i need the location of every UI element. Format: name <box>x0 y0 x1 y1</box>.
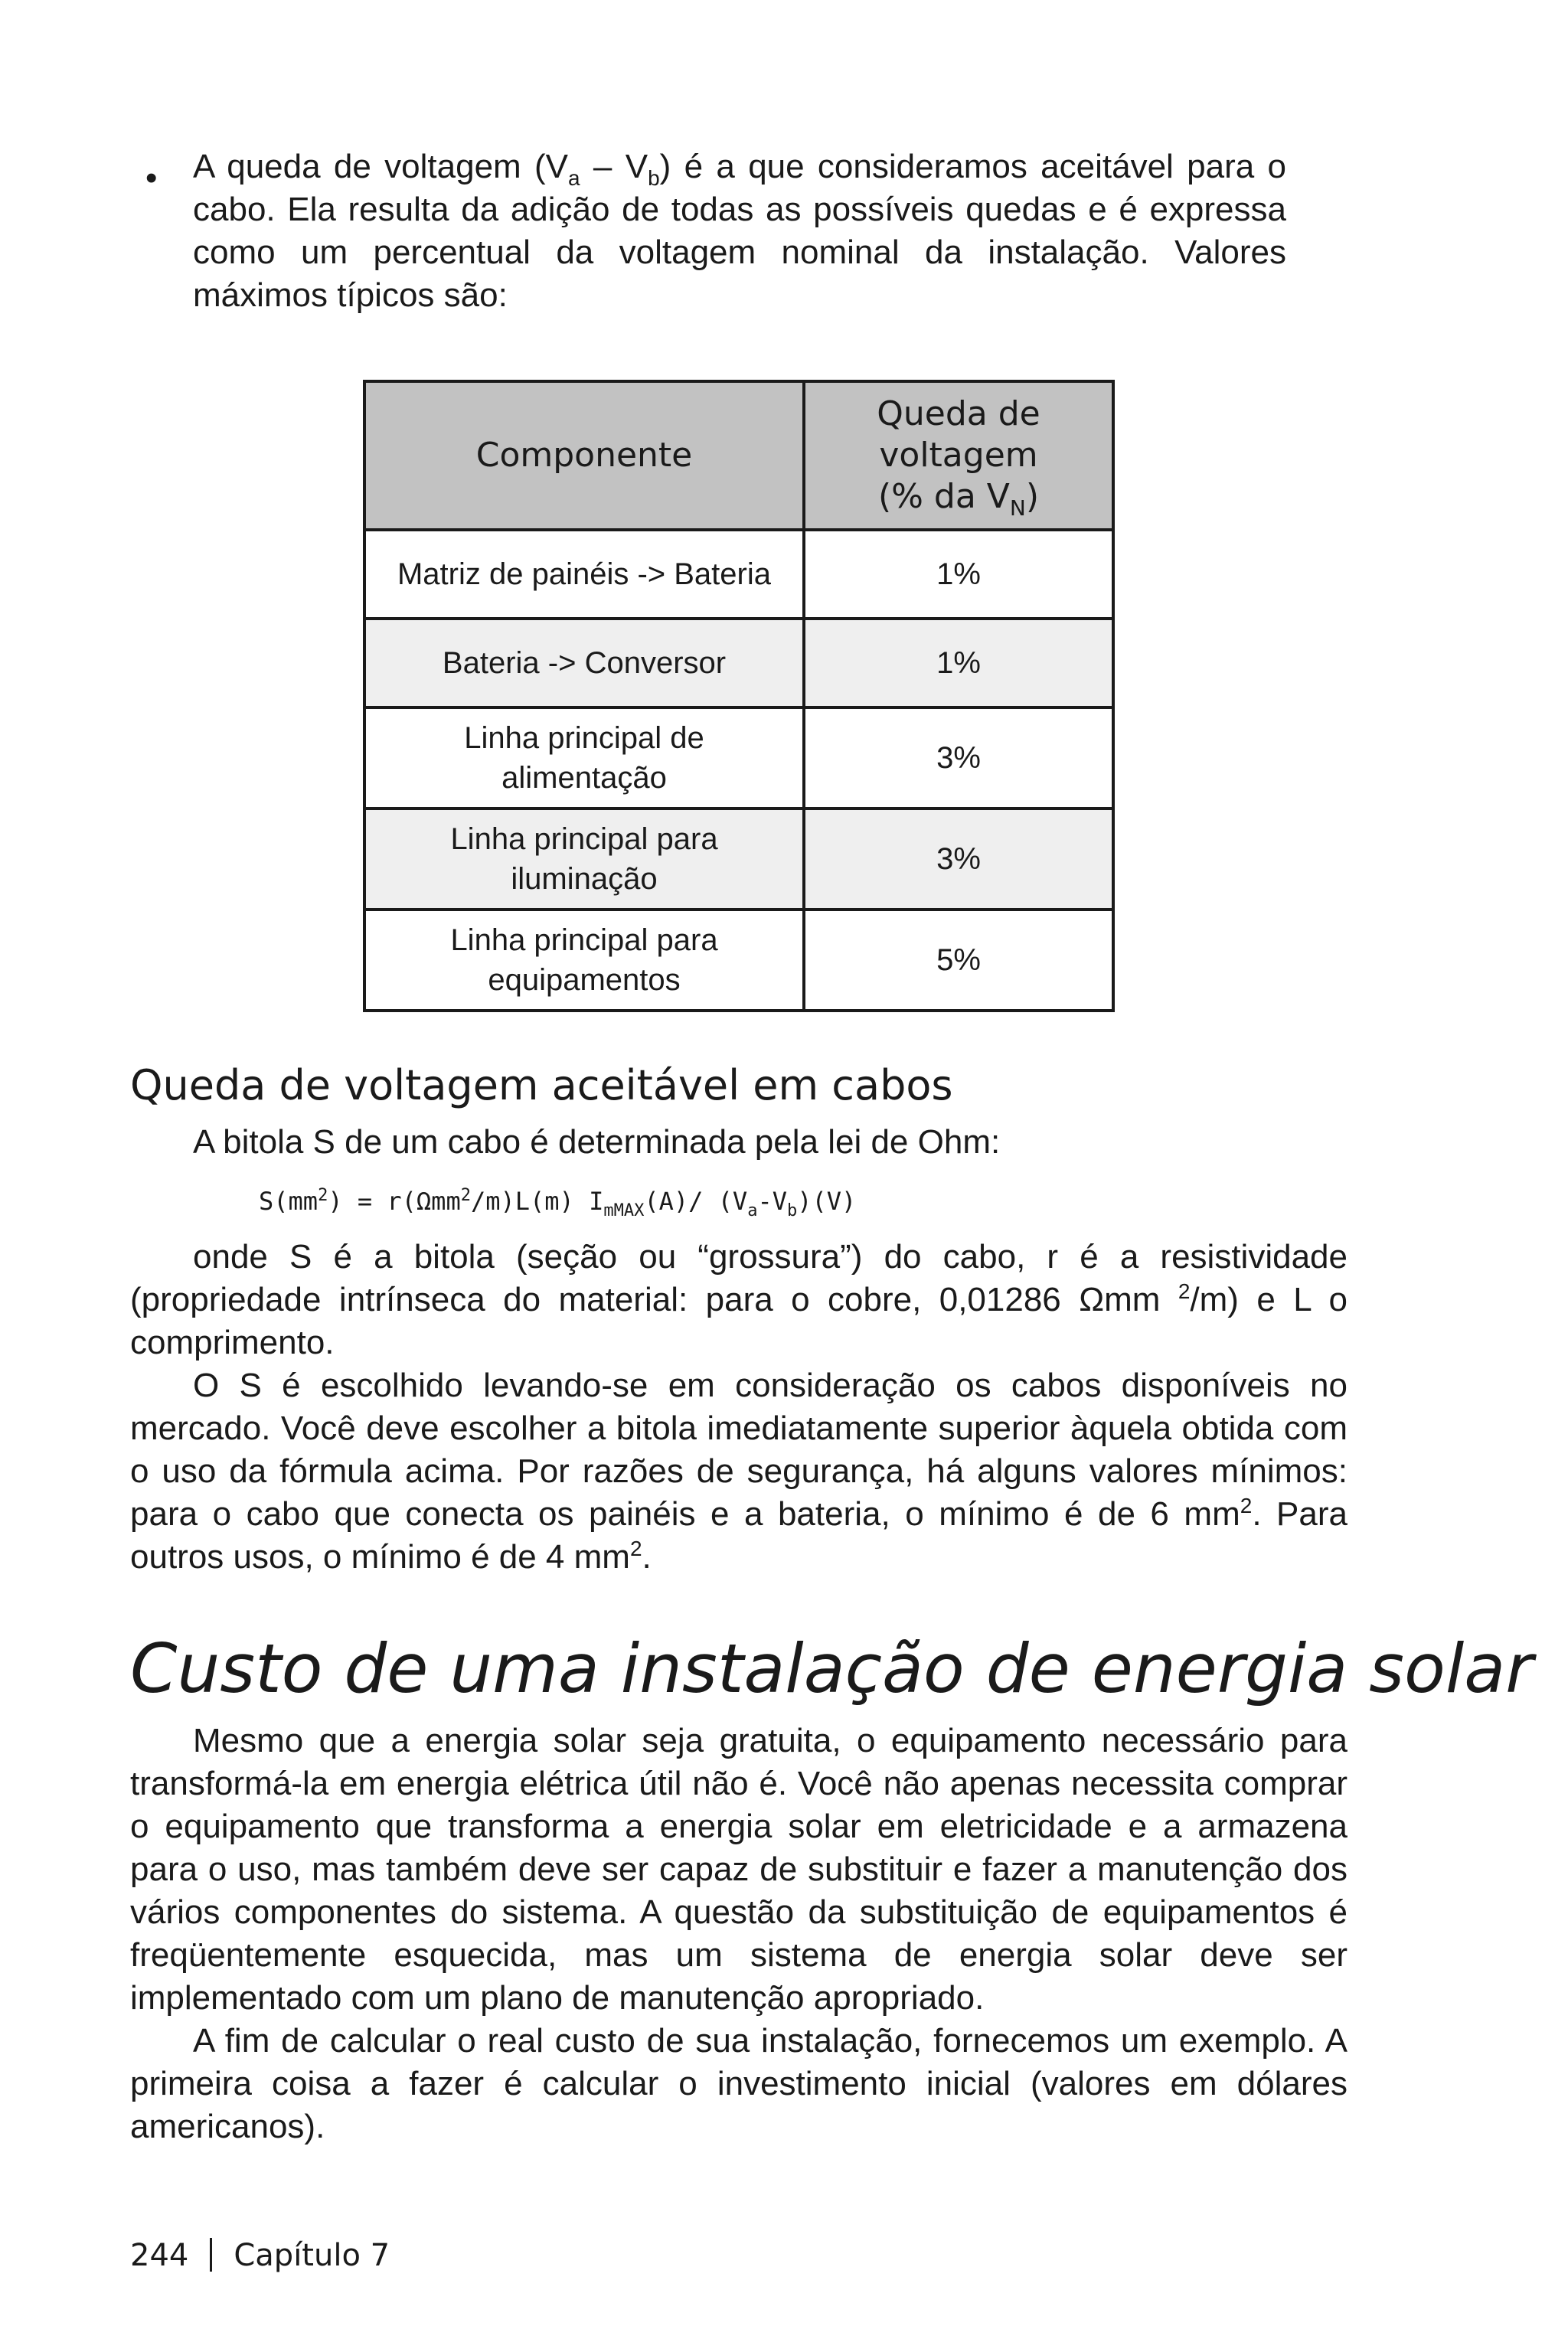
section-heading: Custo de uma instalação de energia solar <box>130 1629 1534 1708</box>
table-row <box>364 530 1113 619</box>
table-cell-drop: 1% <box>804 530 1113 619</box>
table-cell-component: Linha principal de alimentação <box>364 707 804 808</box>
subsection-heading: Queda de voltagem aceitável em cabos <box>130 1061 953 1109</box>
table-row <box>364 619 1113 707</box>
table-cell-drop: 3% <box>804 808 1113 910</box>
page-number: 244 <box>130 2238 189 2273</box>
bullet-dot: • <box>145 159 158 197</box>
table-cell-component: Linha principal para iluminação <box>364 808 804 910</box>
table-header-row <box>364 381 1113 530</box>
paragraph: onde S é a bitola (seção ou “grossura”) do cabo, r é a resistividade (propriedade intrínseca do material: para o cobre, 0,01286 Ωmm $^2$/m) e L o comprimento. <box>130 1238 1348 1361</box>
table-row <box>364 808 1113 910</box>
bullet-paragraph: A queda de voltagem $(V_a - V_b)$ é a que consideramos aceitável para o cabo. Ela resulta da adição de todas as possíveis quedas e é expressa como um percentual da voltagem nominal da instalação. Valores máximos típicos são: <box>193 148 1286 314</box>
cost-section-body <box>130 1720 1348 2148</box>
paragraph: A fim de calcular o real custo de sua instalação, fornecemos um exemplo. A primeira coisa a fazer é calcular o investimento inicial (valores em dólares americanos). <box>130 2022 1348 2145</box>
footer-separator <box>210 2238 212 2272</box>
paragraph: O S é escolhido levando-se em consideração os cabos disponíveis no mercado. Você deve escolher a bitola imediatamente superior àquela obtida com o uso da fórmula acima. Por razões de segurança, há alguns valores mínimos: para o cabo que conecta os painéis e a bateria, o mínimo é de 6 $mm^2$. Para outros usos, o mínimo é de 4 $mm^2$. <box>130 1367 1348 1576</box>
table-row <box>364 707 1113 808</box>
table-header-drop: Queda de voltagem (% da $V_N$) <box>804 381 1113 530</box>
paragraph: Mesmo que a energia solar seja gratuita, o equipamento necessário para transformá-la em energia elétrica útil não é. Você não apenas necessita comprar o equipamento que transforma a energia solar em eletricidade e a armazena para o uso, mas também deve ser capaz de substituir e fazer a manutenção dos vários componentes do sistema. A questão da substituição de equipamentos é freqüentemente esquecida, mas um sistema de energia solar deve ser implementado com um plano de manutenção apropriado. <box>130 1722 1348 2017</box>
table-cell-component: Matriz de painéis -> Bateria <box>364 530 804 619</box>
ohm-intro: A bitola S de um cabo é determinada pela lei de Ohm: <box>193 1123 1001 1161</box>
cable-gauge-formula: $S(mm^2) = r(\Omega mm^2/m)L(m)$ $I_{mMAX}(A)/$ $(V_a-V_b)(V)$ <box>259 1186 857 1220</box>
page-footer <box>130 2234 390 2277</box>
chapter-label: Capítulo 7 <box>234 2238 390 2273</box>
table-cell-drop: 5% <box>804 910 1113 1011</box>
table-cell-component: Bateria -> Conversor <box>364 619 804 707</box>
voltage-drop-table <box>363 380 1115 1012</box>
table-cell-drop: 3% <box>804 707 1113 808</box>
table-row <box>364 910 1113 1011</box>
gauge-explanation <box>130 1236 1348 1579</box>
table-header-component: Componente <box>364 381 804 530</box>
table-cell-component: Linha principal para equipamentos <box>364 910 804 1011</box>
table-cell-drop: 1% <box>804 619 1113 707</box>
